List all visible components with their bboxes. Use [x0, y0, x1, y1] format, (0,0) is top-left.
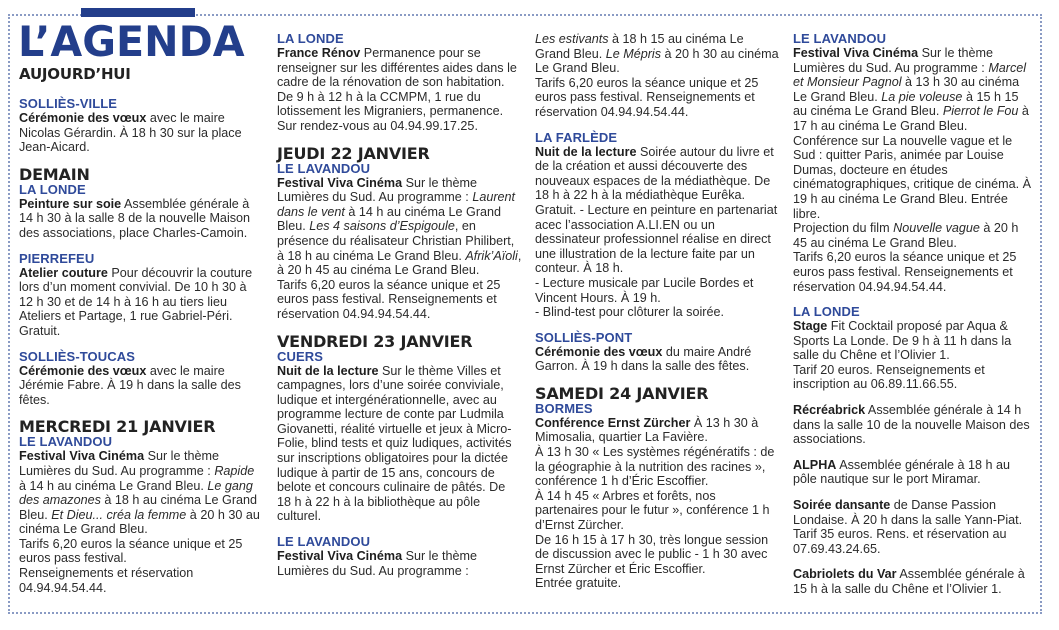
- column-2: [277, 32, 522, 589]
- agenda-entry-continued: [535, 32, 780, 120]
- city-label: LE LAVANDOU: [277, 160, 371, 176]
- event-description: Sur le thème Lumières du Sud. Au programme :: [19, 449, 219, 478]
- film-title: Le gang des amazones: [19, 478, 253, 508]
- film-title: Les estivants: [535, 32, 609, 46]
- city-label: SOLLIÈS-TOUCAS: [19, 348, 136, 364]
- event-description: - Lecture musicale par Lucile Bordes et Vincent Hours. À 19 h.: [535, 275, 754, 305]
- event-title: Festival Viva Cinéma: [277, 549, 403, 564]
- event-title: Cabriolets du Var: [793, 567, 897, 582]
- film-title: Les 4 saisons d’Espigoule: [309, 219, 455, 234]
- film-title: Nouvelle vague: [893, 221, 980, 236]
- agenda-entry: [793, 32, 1033, 294]
- day-heading-sat24: SAMEDI 24 JANVIER: [535, 383, 709, 403]
- event-description: Entrée gratuite.: [535, 576, 622, 591]
- event-title: Stage: [793, 319, 828, 334]
- event-description: À 13 h 30 « Les systèmes régénératifs : de la géographie à la nutrition des racines », conférence 1 h d’Éric Escoffier.: [535, 445, 775, 489]
- film-title: Afrik’Aïoli: [465, 248, 518, 263]
- event-description: avec le maire Nicolas Gérardin. À 18 h 30 sur la place Jean-Aicard.: [19, 111, 242, 155]
- event-title: Nuit de la lecture: [535, 144, 637, 159]
- film-title: Le Mépris: [605, 46, 662, 61]
- event-description: Tarif 20 euros. Renseignements et inscription au 06.89.11.66.55.: [793, 362, 985, 392]
- event-description: , en présence du réalisateur Christian Philibert, à 18 h au cinéma Le Grand Bleu.: [277, 219, 515, 263]
- event-title: Atelier couture: [19, 265, 108, 280]
- film-title: Pierrot le Fou: [942, 104, 1019, 119]
- event-description: à 20 h 45 au cinéma Le Grand Bleu.: [793, 221, 1019, 250]
- event-description: à 14 h au cinéma Le Grand Bleu.: [277, 204, 502, 234]
- pricing: Tarifs 6,20 euros la séance unique et 25 euros pass festival. Renseignements et réservation 04.94.94.54.44.: [793, 250, 1017, 294]
- event-description: à 13 h 30 au cinéma Le Grand Bleu.: [793, 75, 1020, 104]
- event-description: à 14 h au cinéma Le Grand Bleu.: [19, 478, 208, 493]
- event-description: à 17 h au cinéma Le Grand Bleu. Conférence sur La nouvelle vague et le Sud : quitter Paris, animée par Louise Dumas, docteure en études cinématographiques, critique de cinéma. À 19 h au cinéma Le Grand Bleu. Entrée libre.: [793, 104, 1032, 221]
- agenda-entry: [793, 403, 1033, 447]
- event-title: Festival Viva Cinéma: [19, 449, 145, 464]
- city-label: LE LAVANDOU: [19, 434, 113, 450]
- day-heading-wed21: MERCREDI 21 JANVIER: [19, 417, 216, 437]
- pricing: Tarifs 6,20 euros la séance unique et 25 euros pass festival. Renseignements et réservation 04.94.94.54.44.: [535, 75, 759, 119]
- column-1: [18, 17, 261, 606]
- event-description: Projection du film: [793, 221, 894, 236]
- event-description: à 18 h au cinéma Le Grand Bleu.: [19, 493, 258, 522]
- event-title: Récréabrick: [793, 403, 866, 418]
- event-description: Soirée autour du livre et de la création et aussi découverte des nouveaux espaces de la médiathèque. De 18 h à 22 h à la médiathèque Eurêka. Gratuit. - Lecture en peinture en partenariat acec l’association A.LI.EN ou un dessinateur professionnel réalise en direct une illustration de la lecture faite par un conteur. À 18 h.: [535, 144, 778, 276]
- day-heading-fri23: VENDREDI 23 JANVIER: [277, 331, 473, 351]
- city-label: LE LAVANDOU: [793, 31, 887, 46]
- pricing: Tarifs 6,20 euros la séance unique et 25 euros pass festival.: [19, 536, 243, 566]
- agenda-entry: [535, 331, 780, 374]
- city-label: LA LONDE: [793, 304, 860, 320]
- event-title: Cérémonie des vœux: [19, 363, 147, 378]
- agenda-entry: [535, 402, 780, 591]
- city-label: PIERREFEU: [19, 250, 95, 266]
- event-description: Sur le thème Villes et campagnes, lors d’une soirée conviviale, ludique et intergénérationnelle, avec au programme lecture de conte par Ludmila Giovanetti, réalité virtuelle et jeux à Micro-Folie, blind tests et quiz ludiques, activités sur inscriptions obligatoires pour la dictée ludique à partir de 15 ans, concours de belote et concours culinaire de pâtés. De 18 h à 22 h à la bibliothèque au pôle culturel.: [277, 363, 512, 524]
- event-description: De 16 h 15 à 17 h 30, très longue session de discussion avec le public - 1 h 30 avec Ernst Zürcher et Éric Escoffier.: [535, 532, 769, 576]
- agenda-entry: [277, 350, 522, 525]
- event-description: À 13 h 30 à Mimosalia, quartier La Favière.: [535, 415, 759, 445]
- city-label: CUERS: [277, 348, 324, 364]
- event-title: France Rénov: [277, 46, 361, 60]
- event-description: , à 20 h 45 au cinéma Le Grand Bleu.: [277, 248, 522, 278]
- event-description: avec le maire Jérémie Fabre. À 19 h dans la salle des fêtes.: [19, 363, 241, 407]
- agenda-entry: [535, 131, 780, 320]
- agenda-entry: [793, 305, 1033, 392]
- event-description: À 14 h 45 « Arbres et forêts, nos partenaires pour le futur », conférence 1 h d’Ernst Zürcher.: [535, 488, 770, 533]
- film-title: Et Dieu... créa la femme: [51, 507, 187, 522]
- event-description: Assemblée générale à 15 h à la salle du Chêne et l’Olivier 1.: [793, 567, 1025, 596]
- agenda-entry: [19, 97, 261, 155]
- agenda-entry: [277, 162, 522, 322]
- pricing: Tarifs 6,20 euros la séance unique et 25 euros pass festival. Renseignements et réservation 04.94.94.54.44.: [277, 277, 501, 321]
- reservation-info: Renseignements et réservation 04.94.94.54.44.: [19, 566, 194, 595]
- city-label: LA LONDE: [277, 31, 344, 46]
- city-label: LA LONDE: [19, 181, 86, 197]
- agenda-entry: [793, 567, 1033, 596]
- city-label: LA FARLÈDE: [535, 129, 618, 145]
- agenda-entry: [793, 458, 1033, 487]
- event-description: à 15 h 15 au cinéma Le Grand Bleu.: [793, 89, 1019, 119]
- agenda-entry: [277, 32, 522, 134]
- film-title: Rapide: [214, 463, 255, 478]
- city-label: LE LAVANDOU: [277, 534, 371, 550]
- event-description: à 20 h 30 au cinéma Le Grand Bleu.: [19, 507, 260, 537]
- event-description: à 18 h 15 au cinéma Le Grand Bleu.: [535, 32, 744, 61]
- event-title: Soirée dansante: [793, 498, 891, 513]
- event-title: Cérémonie des vœux: [535, 344, 663, 359]
- event-title: Festival Viva Cinéma: [277, 175, 403, 190]
- film-title: Laurent dans le vent: [277, 190, 516, 219]
- column-3: [535, 32, 780, 602]
- event-description: - Blind-test pour clôturer la soirée.: [535, 305, 724, 320]
- event-description: Assemblée générale à 18 h au pôle nautique sur le port Miramar.: [793, 457, 1011, 487]
- event-title: Peinture sur soie: [19, 196, 122, 211]
- event-description: du maire André Garron. À 19 h dans la salle des fêtes.: [535, 344, 752, 374]
- agenda-entry: [19, 183, 261, 241]
- film-title: La pie voleuse: [881, 89, 963, 104]
- event-description: à 20 h 30 au cinéma Le Grand Bleu.: [535, 46, 779, 76]
- day-heading-thu22: JEUDI 22 JANVIER: [277, 143, 430, 163]
- event-description: Pour découvrir la couture lors d’un moment convivial. De 10 h 30 à 12 h 30 et de 14 h à 16 h au tiers lieu Ateliers et Partage, 1 rue Gabriel-Péri. Gratuit.: [19, 265, 253, 338]
- event-description: Sur le thème Lumières du Sud. Au programme :: [793, 46, 993, 75]
- city-label: SOLLIÈS-PONT: [535, 329, 633, 345]
- event-title: Cérémonie des vœux: [19, 111, 147, 125]
- day-heading-today: AUJOURD’HUI: [19, 65, 131, 83]
- agenda-entry: [793, 498, 1033, 556]
- event-title: Festival Viva Cinéma: [793, 46, 919, 60]
- event-title: Conférence Ernst Zürcher: [535, 415, 691, 430]
- agenda-entry: [277, 535, 522, 578]
- city-label: SOLLIÈS-VILLE: [19, 96, 118, 111]
- event-description: Assemblée générale à 14 h dans la salle 10 de la nouvelle Maison des associations.: [793, 403, 1030, 447]
- header-accent-bar: [81, 8, 195, 17]
- event-title: Nuit de la lecture: [277, 363, 379, 378]
- page-title: L’AGENDA: [18, 17, 245, 66]
- event-description: Permanence pour se renseigner sur les différentes aides dans le cadre de la rénovation de son habitation. De 9 h à 12 h à la CCMPM, 1 rue du lotissement les Migraniers, permanence. Sur rendez-vous au 04.94.99.17.25.: [277, 46, 517, 133]
- day-heading-tomorrow: DEMAIN: [19, 164, 90, 184]
- event-description: Sur le thème Lumières du Sud. Au programme :: [277, 549, 477, 578]
- event-title: ALPHA: [793, 457, 837, 472]
- column-4: [793, 32, 1033, 608]
- event-description: Sur le thème Lumières du Sud. Au programme :: [277, 175, 477, 205]
- event-description: Assemblée générale à 14 h 30 à la salle 8 de la nouvelle Maison des associations, place Charles-Camoin.: [19, 196, 251, 240]
- agenda-entry: [19, 435, 261, 595]
- film-title: Marcel et Monsieur Pagnol: [793, 60, 1027, 90]
- agenda-entry: [19, 252, 261, 339]
- event-description: de Danse Passion Londaise. À 20 h dans la salle Yann-Piat. Tarif 35 euros. Rens. et réservation au 07.69.43.24.65.: [793, 498, 1023, 556]
- event-description: Fit Cocktail proposé par Aqua & Sports La Londe. De 9 h à 11 h dans la salle du Chêne et l’Olivier 1.: [793, 319, 1012, 363]
- city-label: BORMES: [535, 400, 593, 416]
- agenda-entry: [19, 350, 261, 408]
